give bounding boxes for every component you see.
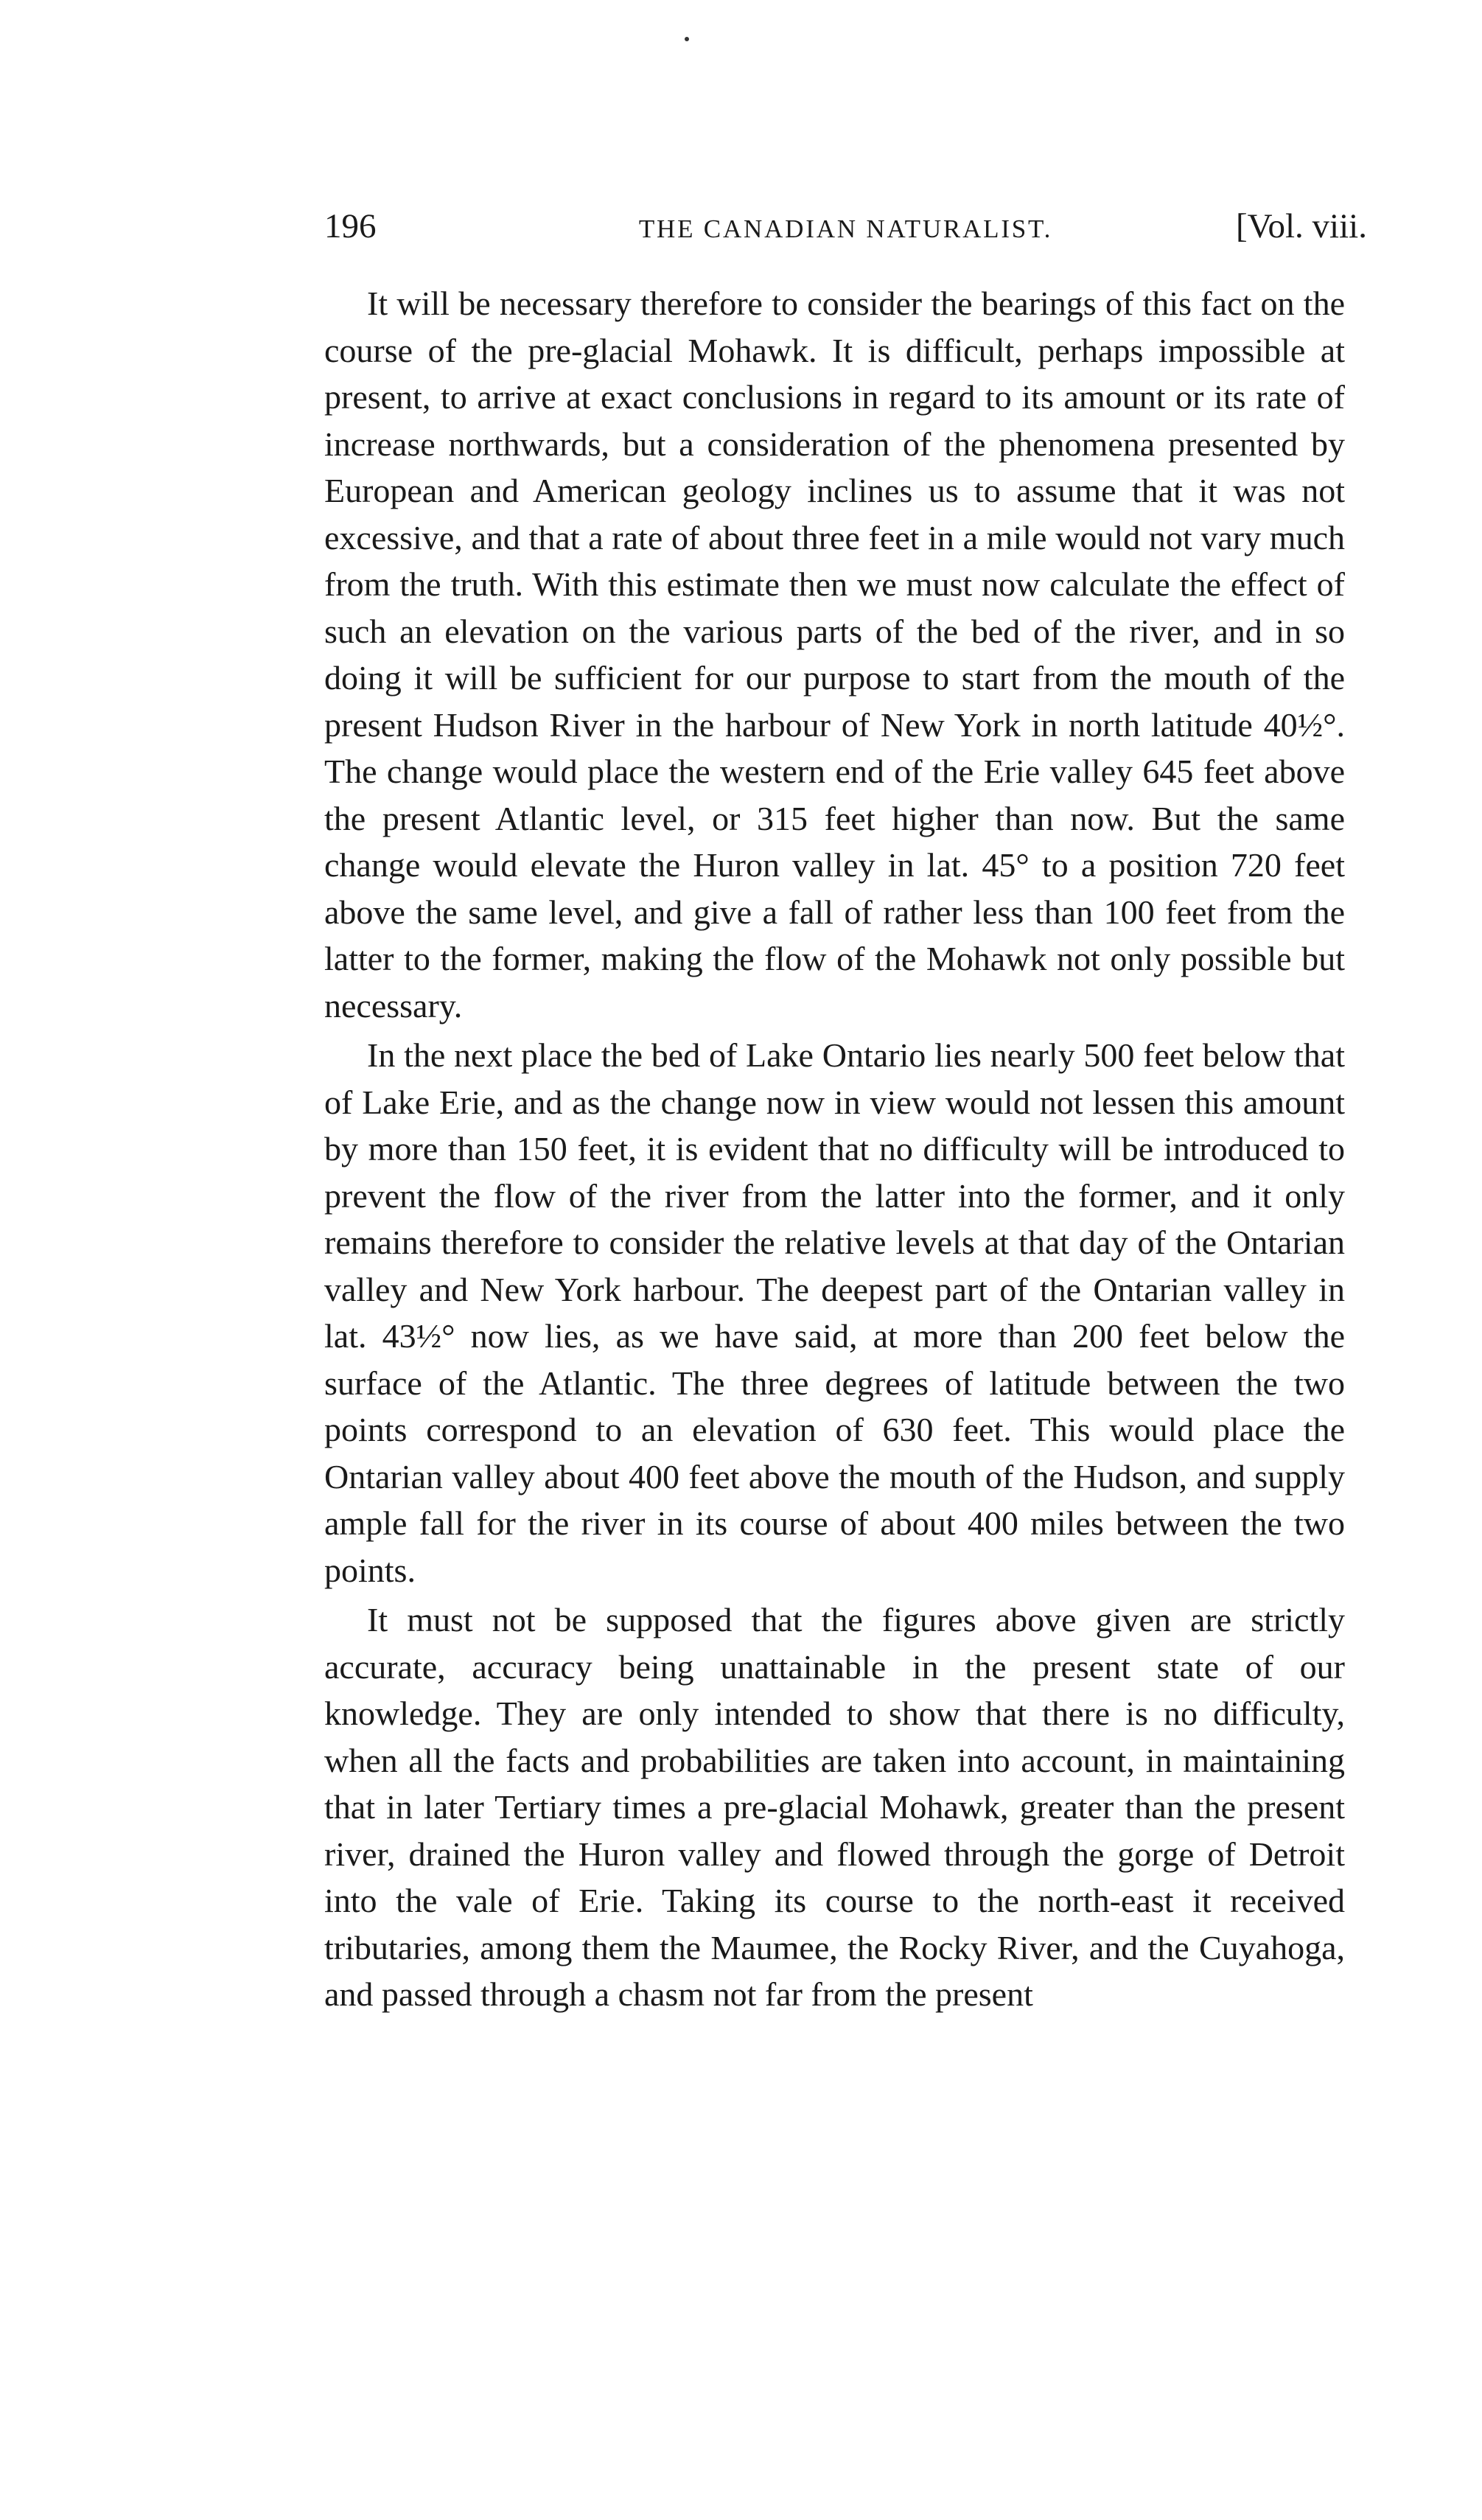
journal-title: THE CANADIAN NATURALIST.: [638, 214, 1053, 243]
volume-label: [Vol. viii.: [1235, 207, 1367, 245]
body-text: [324, 280, 1345, 2018]
print-speck: [685, 37, 689, 41]
paragraph-3: It must not be supposed that the figures above given are strictly accurate, accuracy being unattainable in the present state of our knowledge. They are only intended to show that there is no difficulty, when all the facts and probabilities are taken into account, in maintaining that in later Tertiary times a pre-glacial Mohawk, greater than the present river, drained the Huron valley and flowed through the gorge of Detroit into the vale of Erie. Taking its course to the north-east it received tributaries, among them the Maumee, the Rocky River, and the Cuyahoga, and passed through a chasm not far from the present: [324, 1601, 1345, 2013]
page-number: 196: [324, 207, 377, 245]
paragraph-2: In the next place the bed of Lake Ontario lies nearly 500 feet below that of Lake Erie, and as the change now in view would not lessen this amount by more than 150 feet, it is evident that no difficulty will be introduced to prevent the flow of the river from the latter into the former, and it only remains therefore to consider the relative levels at that day of the Ontarian valley and New York harbour. The deepest part of the Ontarian valley in lat. 43½° now lies, as we have said, at more than 200 feet below the surface of the Atlantic. The three degrees of latitude between the two points correspond to an elevation of 630 feet. This would place the Ontarian valley about 400 feet above the mouth of the Hudson, and supply ample fall for the river in its course of about 400 miles between the two points.: [324, 1036, 1345, 1589]
running-head: [324, 200, 1367, 252]
paragraph-1: It will be necessary therefore to consider the bearings of this fact on the course of the pre-glacial Mohawk. It is difficult, perhaps impossible at present, to arrive at exact conclusions in regard to its amount or its rate of increase northwards, but a consideration of the phenomena presented by European and American geology inclines us to assume that it was not excessive, and that a rate of about three feet in a mile would not vary much from the truth. With this estimate then we must now calculate the effect of such an elevation on the various parts of the bed of the river, and in so doing it will be sufficient for our purpose to start from the mouth of the present Hudson River in the harbour of New York in north latitude 40½°. The change would place the western end of the Erie valley 645 feet above the present Atlantic level, or 315 feet higher than now. But the same change would elevate the Huron valley in lat. 45° to a position 720 feet above the same level, and give a fall of rather less than 100 feet from the latter to the former, making the flow of the Mohawk not only possible but necessary.: [324, 285, 1345, 1025]
